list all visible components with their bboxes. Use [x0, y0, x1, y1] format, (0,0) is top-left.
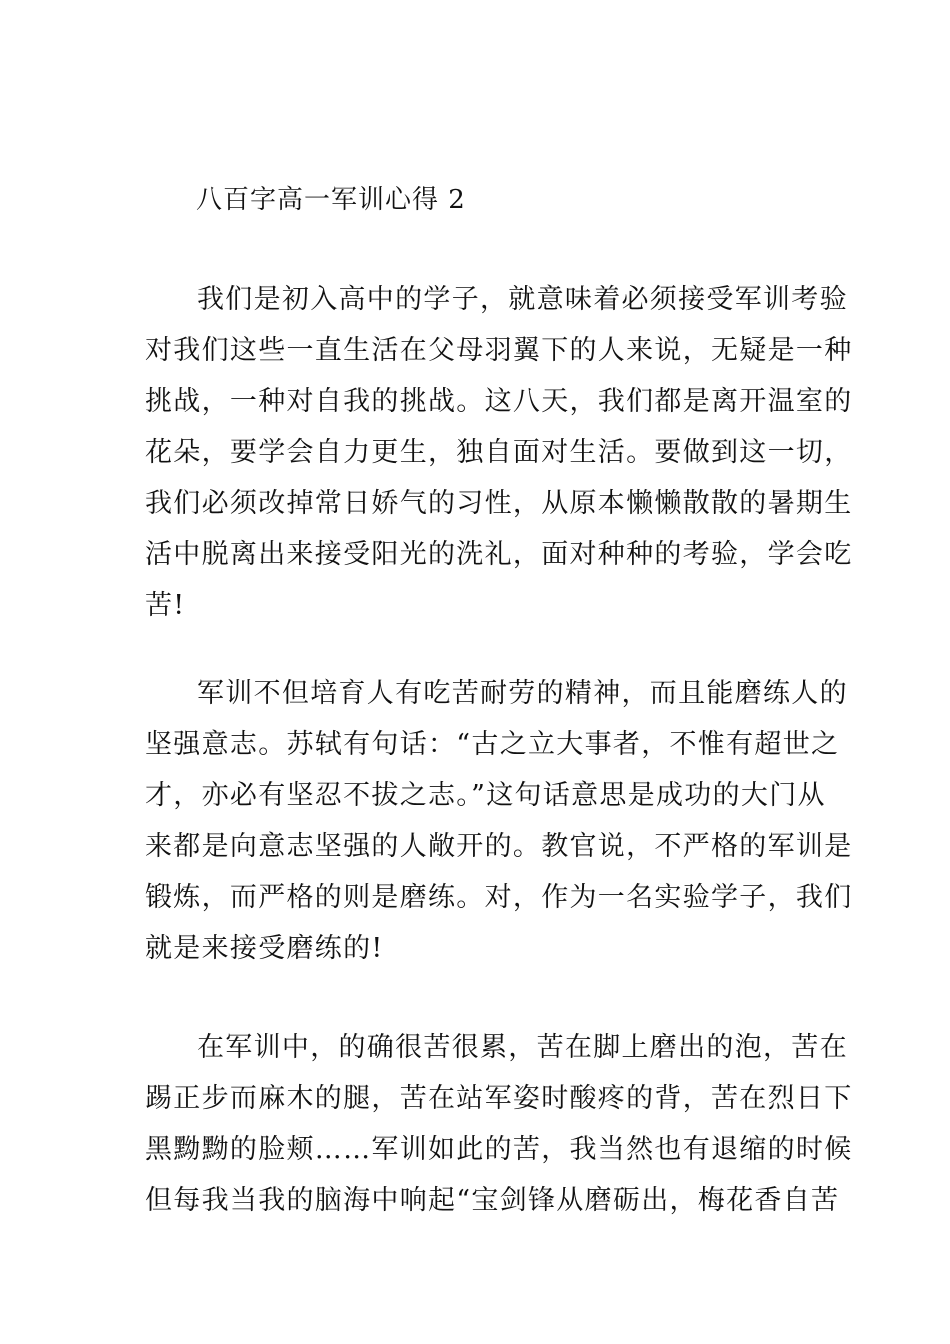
paragraph-line: 我们必须改掉常日娇气的习性，从原本懒懒散散的暑期生: [145, 488, 853, 519]
paragraph-line: 花朵，要学会自力更生，独自面对生活。要做到这一切，: [145, 437, 853, 468]
paragraph-line: 踢正步而麻木的腿，苦在站军姿时酸疼的背，苦在烈日下: [145, 1083, 853, 1114]
paragraph-line: 对我们这些一直生活在父母羽翼下的人来说，无疑是一种: [145, 335, 853, 366]
paragraph-line: 坚强意志。苏轼有句话：“古之立大事者，不惟有超世之: [145, 729, 840, 760]
paragraph-line: 我们是初入高中的学子，就意味着必须接受军训考验: [197, 284, 848, 315]
document-title: 八百字高一军训心得 2: [196, 185, 466, 215]
paragraph-line: 才，亦必有坚忍不拔之志。”这句话意思是成功的大门从: [145, 780, 826, 811]
paragraph-line: 挑战，一种对自我的挑战。这八天，我们都是离开温室的: [145, 386, 853, 417]
paragraph-line: 但每我当我的脑海中响起“宝剑锋从磨砺出，梅花香自苦: [145, 1185, 840, 1216]
paragraph-line: 活中脱离出来接受阳光的洗礼，面对种种的考验，学会吃: [145, 539, 853, 570]
paragraph-line: 在军训中，的确很苦很累，苦在脚上磨出的泡，苦在: [197, 1032, 848, 1063]
paragraph-1: [145, 274, 853, 631]
paragraph-line: 军训不但培育人有吃苦耐劳的精神，而且能磨练人的: [197, 678, 848, 709]
paragraph-3: [145, 1022, 853, 1226]
paragraph-line: 就是来接受磨练的!: [145, 933, 384, 964]
paragraph-2: [145, 668, 853, 974]
paragraph-line: 黑黝黝的脸颊……军训如此的苦，我当然也有退缩的时候: [145, 1134, 853, 1165]
paragraph-line: 锻炼，而严格的则是磨练。对，作为一名实验学子，我们: [145, 882, 853, 913]
paragraph-line: 来都是向意志坚强的人敞开的。教官说，不严格的军训是: [145, 831, 853, 862]
paragraph-line: 苦!: [145, 590, 186, 621]
